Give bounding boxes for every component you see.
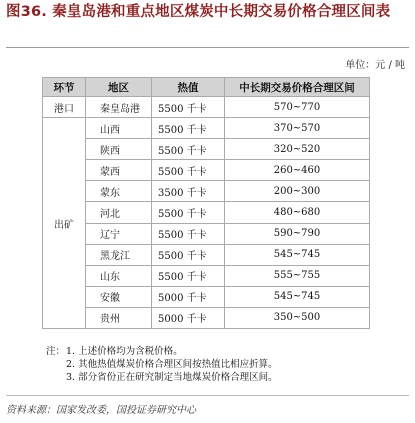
- heat-cell: 3500 千卡: [152, 181, 225, 202]
- table-row: [43, 265, 370, 286]
- table-body: [43, 97, 370, 329]
- price-range-cell: 370~570: [225, 118, 370, 139]
- price-range-cell: 545~745: [225, 286, 370, 307]
- price-range-cell: 545~745: [225, 244, 370, 265]
- region-cell: 蒙东: [86, 181, 152, 202]
- price-range-table: [42, 77, 370, 329]
- notes-label: 注：: [46, 346, 66, 357]
- region-cell: 辽宁: [86, 223, 152, 244]
- table-header: [43, 78, 370, 97]
- title-divider: [6, 47, 409, 48]
- heat-cell: 5000 千卡: [152, 307, 225, 328]
- note-row-1: [46, 345, 406, 358]
- note-item: 3. 部分省份正在研究制定当地煤炭价格合理区间。: [66, 372, 278, 383]
- table-row: [43, 202, 370, 223]
- header-price-range: 中长期交易价格合理区间: [225, 78, 370, 97]
- note-row-3: [46, 371, 406, 384]
- header-region: 地区: [86, 78, 152, 97]
- heat-cell: 5500 千卡: [152, 139, 225, 160]
- table-row: [43, 286, 370, 307]
- region-cell: 山东: [86, 265, 152, 286]
- notes: [46, 345, 406, 384]
- heat-cell: 5500 千卡: [152, 244, 225, 265]
- source-divider: [6, 395, 409, 396]
- table-row: [43, 139, 370, 160]
- heat-cell: 5500 千卡: [152, 118, 225, 139]
- stage-cell: 港口: [43, 97, 86, 118]
- table-header-row: [43, 78, 370, 97]
- header-stage: 环节: [43, 78, 86, 97]
- region-cell: 贵州: [86, 307, 152, 328]
- heat-cell: 5500 千卡: [152, 97, 225, 118]
- figure-title: 图36. 秦皇岛港和重点地区煤炭中长期交易价格合理区间表: [6, 4, 391, 20]
- region-cell: 黑龙江: [86, 244, 152, 265]
- region-cell: 山西: [86, 118, 152, 139]
- region-cell: 秦皇岛港: [86, 97, 152, 118]
- price-range-cell: 555~755: [225, 265, 370, 286]
- heat-cell: 5500 千卡: [152, 223, 225, 244]
- table-row: [43, 307, 370, 328]
- price-range-cell: 480~680: [225, 202, 370, 223]
- region-cell: 蒙西: [86, 160, 152, 181]
- table-row: [43, 244, 370, 265]
- region-cell: 陕西: [86, 139, 152, 160]
- table-row: [43, 97, 370, 118]
- price-range-cell: 350~500: [225, 307, 370, 328]
- region-cell: 河北: [86, 202, 152, 223]
- price-range-cell: 260~460: [225, 160, 370, 181]
- header-heat: 热值: [152, 78, 225, 97]
- note-item: 2. 其他热值煤炭价格合理区间按热值比相应折算。: [66, 359, 278, 370]
- note-item: 1. 上述价格均为含税价格。: [66, 346, 183, 357]
- table-row: [43, 223, 370, 244]
- price-range-cell: 320~520: [225, 139, 370, 160]
- table-row: [43, 118, 370, 139]
- heat-cell: 5500 千卡: [152, 265, 225, 286]
- table-row: [43, 181, 370, 202]
- price-range-cell: 590~790: [225, 223, 370, 244]
- stage-cell: 出矿: [43, 118, 86, 329]
- heat-cell: 5000 千卡: [152, 286, 225, 307]
- price-range-cell: 200~300: [225, 181, 370, 202]
- heat-cell: 5500 千卡: [152, 202, 225, 223]
- unit-label: 单位：元 / 吨: [345, 60, 405, 71]
- table-row: [43, 160, 370, 181]
- heat-cell: 5500 千卡: [152, 160, 225, 181]
- price-range-cell: 570~770: [225, 97, 370, 118]
- region-cell: 安徽: [86, 286, 152, 307]
- note-row-2: [46, 358, 406, 371]
- source-note: 资料来源：国家发改委，国投证券研究中心: [6, 405, 196, 416]
